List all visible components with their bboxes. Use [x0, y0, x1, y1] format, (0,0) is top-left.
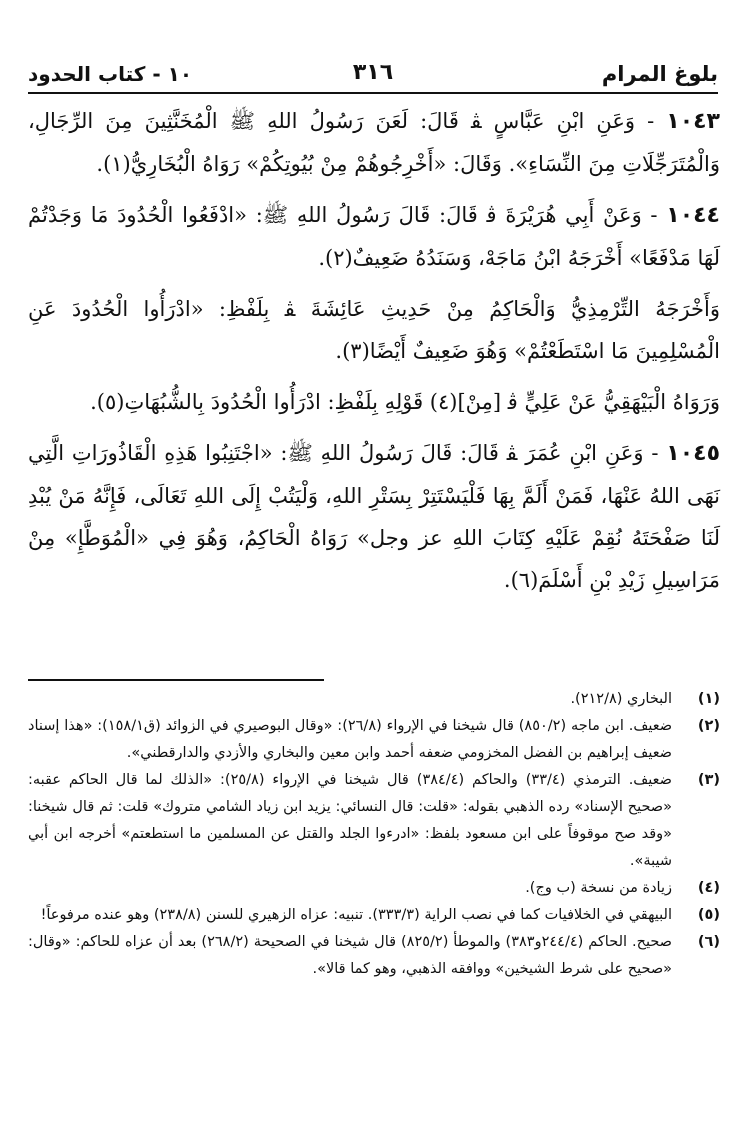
footnote-text: صحيح. الحاكم (٢٤٤/٤و٣٨٣) والموطأ (٨٢٥/٢) قال شيخنا في الصحيحة (٢٦٨/٢) بعد أن عزاه للحاكم: «وقال: «صحيح على شرط الشيخين» ووافقه الذهبي، وهو كما قالا». [28, 934, 672, 977]
hadith-entry [28, 100, 720, 185]
hadith-entry [28, 432, 720, 601]
hadith-text: وَرَوَاهُ الْبَيْهَقِيُّ عَنْ عَلِيٍّ ﭬ [مِنْ](٤) قَوْلِهِ بِلَفْظِ: ادْرَأُوا الْحُدُودَ بِالشُّبُهَاتِ(٥). [90, 390, 720, 414]
footnote-number: (٦) [697, 934, 720, 950]
page-number: ٣١٦ [352, 60, 394, 85]
footnote-text: ضعيف. الترمذي (٣٣/٤) والحاكم (٣٨٤/٤) قال شيخنا في الإرواء (٢٥/٨): «الذلك لما قال الحاكم عقبه: «صحيح الإسناد» رده الذهبي بقوله: «قلت: قال النسائي: يزيد ابن زياد الشامي متروك» قلت: ثم قال شيخنا: «وقد صح موقوفاً على ابن مسعود بلفظ: «ادرءوا الجلد والقتل عن المسلمين ما استطعتم» أخرجه ابن أبي شيبة». [28, 772, 672, 869]
footnote-number: (٢) [697, 718, 720, 734]
footnote [28, 713, 720, 767]
hadith-entry [28, 381, 720, 423]
footnote-text: البخاري (٢١٢/٨). [570, 691, 672, 707]
book-title: بلوغ المرام [601, 62, 718, 86]
footnote [28, 767, 720, 875]
footnote [28, 929, 720, 983]
footnote-text: ضعيف. ابن ماجه (٨٥٠/٢) قال شيخنا في الإرواء (٢٦/٨): «وقال البوصيري في الزوائد (ق١٥٨/١): «هذا إسناد ضعيف إبراهيم بن الفضل المخزومي ضعفه أحمد وابن معين والبخاري والأزدي والدارقطني». [28, 718, 673, 761]
hadith-number: ١٠٤٣ [666, 109, 720, 134]
main-text [28, 100, 720, 601]
footnote-number: (١) [697, 691, 720, 707]
footnote-text: البيهقي في الخلافيات كما في نصب الراية (٣٣٣/٣). تنبيه: عزاه الزهيري للسنن (٢٣٨/٨) وهو عنده مرفوعاً! [40, 907, 672, 923]
footnotes [28, 686, 720, 983]
footnote-number: (٥) [697, 907, 720, 923]
hadith-text: وَأَخْرَجَهُ التِّرْمِذِيُّ وَالْحَاكِمُ مِنْ حَدِيثِ عَائِشَةَ ﭭ بِلَفْظِ: «ادْرَأُوا الْحُدُودَ عَنِ الْمُسْلِمِينَ مَا اسْتَطَعْتُمْ» وَهُوَ ضَعِيفٌ أَيْضًا(٣). [28, 297, 720, 363]
hadith-text: - وَعَنْ أَبِي هُرَيْرَةَ ﭬ قَالَ: قَالَ رَسُولُ اللهِ ﷺ: «ادْفَعُوا الْحُدُودَ مَا وَجَدْتُمْ لَهَا مَدْفَعًا» أَخْرَجَهُ ابْنُ مَاجَهْ، وَسَنَدُهُ ضَعِيفٌ(٢). [28, 203, 720, 270]
page-header [28, 58, 718, 92]
chapter-title: ١٠ - كتاب الحدود [28, 62, 193, 86]
footnote-number: (٣) [697, 772, 720, 788]
hadith-text: - وَعَنِ ابْنِ عُمَرَ ﭭ قَالَ: قَالَ رَسُولُ اللهِ ﷺ: «اجْتَنِبُوا هَذِهِ الْقَاذُورَاتِ الَّتِي نَهَى اللهُ عَنْهَا، فَمَنْ أَلَمَّ بِهَا فَلْيَسْتَتِرْ بِسَتْرِ اللهِ، وَلْيَتُبْ إِلَى اللهِ تَعَالَى، فَإِنَّهُ مَنْ يُبْدِ لَنَا صَفْحَتَهُ نُقِمْ عَلَيْهِ كِتَابَ اللهِ عز وجل» رَوَاهُ الْحَاكِمُ، وَهُوَ فِي «الْمُوَطَّإِ» مِنْ مَرَاسِيلِ زَيْدِ بْنِ أَسْلَمَ(٦). [28, 441, 720, 592]
hadith-number: ١٠٤٤ [666, 203, 720, 228]
hadith-entry [28, 194, 720, 279]
footnote-text: زيادة من نسخة (ب وج). [525, 880, 672, 896]
footnote-divider [28, 679, 324, 681]
hadith-text: - وَعَنِ ابْنِ عَبَّاسٍ ﭭ قَالَ: لَعَنَ رَسُولُ اللهِ ﷺ الْمُخَنَّثِينَ مِنَ الرِّجَالِ، وَالْمُتَرَجِّلَاتِ مِنَ النِّسَاءِ». وَقَالَ: «أَخْرِجُوهُمْ مِنْ بُيُوتِكُمْ» رَوَاهُ الْبُخَارِيُّ(١). [28, 109, 720, 176]
footnote [28, 875, 720, 902]
hadith-number: ١٠٤٥ [666, 441, 720, 466]
header-divider [28, 92, 718, 94]
footnote [28, 686, 720, 713]
hadith-entry [28, 288, 720, 372]
footnote [28, 902, 720, 929]
footnote-number: (٤) [697, 880, 720, 896]
